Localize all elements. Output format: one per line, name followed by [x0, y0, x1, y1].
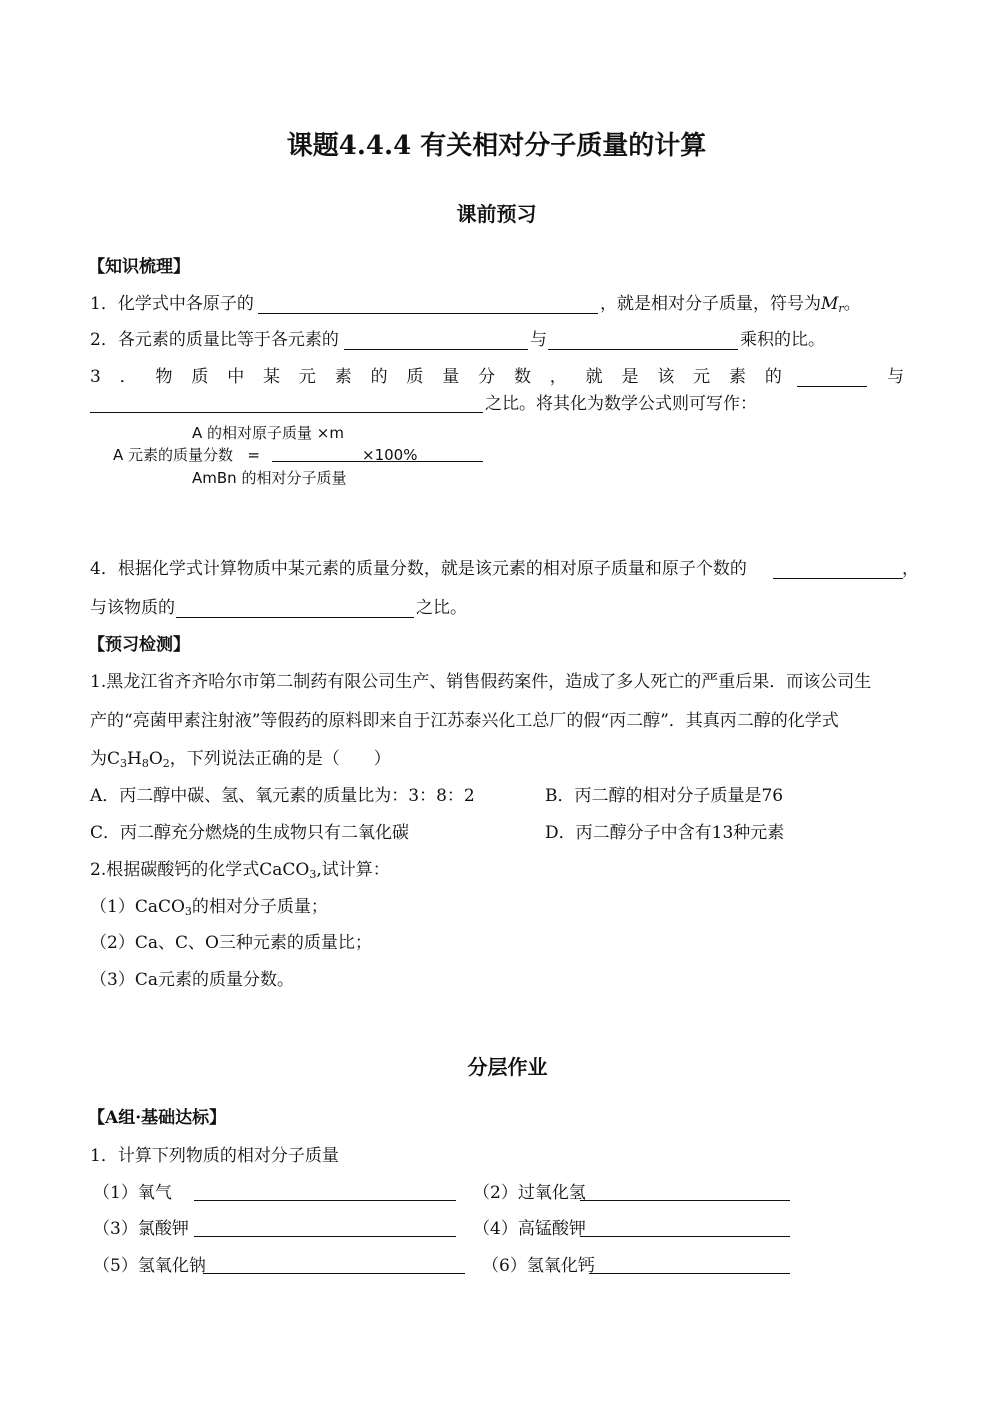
homework-item-3: （3）氯酸钾 — [93, 1219, 189, 1239]
item4-blank-1[interactable] — [773, 578, 903, 579]
knowledge-item-3-line1 — [90, 366, 782, 388]
mr-symbol: M — [821, 294, 839, 314]
knowledge-item-2-suffix: 乘积的比。 — [740, 330, 825, 350]
formula-denominator: AmBn 的相对分子质量 — [192, 469, 347, 487]
item3-char: ． — [119, 367, 137, 387]
item3-char: 分 — [478, 367, 496, 387]
q1-sub-o: 2 — [162, 757, 170, 770]
homework-item-1: （1）氧气 — [93, 1183, 172, 1203]
homework-item-6-blank[interactable] — [589, 1273, 790, 1274]
knowledge-item-3-yu: 与 — [887, 367, 904, 387]
item3-char: 就 — [585, 367, 603, 387]
check-q1-line1: 1.黑龙江省齐齐哈尔市第二制药有限公司生产、销售假药案件，造成了多人死亡的严重后果．而该公司生 — [90, 672, 872, 692]
q1-sub-c: 3 — [120, 757, 128, 770]
knowledge-heading: 【知识梳理】 — [88, 257, 190, 277]
item3-char: ， — [549, 367, 567, 387]
item3-char: 3 — [90, 367, 101, 387]
section-heading-preview: 课前预习 — [456, 202, 537, 226]
item3-char: 的 — [370, 367, 388, 387]
knowledge-item-3-line2: 之比。将其化为数学公式则可写作： — [485, 394, 757, 414]
check-heading: 【预习检测】 — [88, 635, 190, 655]
q2-sub-2: （2）Ca、C、O三种元素的质量比； — [90, 933, 372, 953]
formula-left: A 元素的质量分数 = — [113, 446, 260, 464]
q1-h: H — [127, 749, 142, 769]
q2-s1-suffix: 的相对分子质量； — [191, 897, 328, 917]
knowledge-item-4-comma: ， — [902, 559, 919, 579]
homework-item-4-blank[interactable] — [580, 1236, 790, 1237]
q2-sub-3: （3）Ca元素的质量分数。 — [90, 970, 294, 990]
item3-char: 素 — [729, 367, 747, 387]
item3-blank-1[interactable] — [797, 386, 867, 387]
item3-char: 质 — [406, 367, 424, 387]
item3-char: 某 — [263, 367, 281, 387]
item3-char: 数 — [513, 367, 531, 387]
q1-formula-prefix: 为C — [90, 749, 121, 769]
knowledge-item-2-prefix: 2．各元素的质量比等于各元素的 — [90, 330, 339, 350]
item3-char: 是 — [621, 367, 639, 387]
knowledge-item-2-mid: 与 — [530, 330, 547, 350]
item2-blank-2[interactable] — [548, 349, 738, 350]
q1-option-a[interactable]: A．丙二醇中碳、氢、氧元素的质量比为：3：8：2 — [90, 786, 475, 806]
item2-blank-1[interactable] — [344, 349, 528, 350]
item1-suffix: ，就是相对分子质量，符号为 — [600, 294, 821, 314]
q1-option-d[interactable]: D．丙二醇分子中含有13种元素 — [545, 823, 785, 843]
check-q1-line3 — [90, 748, 391, 775]
q2-sub-1 — [90, 896, 328, 923]
knowledge-item-4-line2-suffix: 之比。 — [416, 598, 467, 618]
item1-end: 。 — [843, 294, 861, 314]
q1-option-b[interactable]: B．丙二醇的相对分子质量是76 — [545, 786, 784, 806]
item3-char: 素 — [334, 367, 352, 387]
item3-char: 元 — [298, 367, 316, 387]
q1-sub-h: 8 — [141, 757, 149, 770]
q2-s1-prefix: （1）CaCO — [90, 897, 185, 917]
homework-item-2-blank[interactable] — [580, 1200, 790, 1201]
knowledge-item-4-line2-prefix: 与该物质的 — [90, 598, 175, 618]
item1-blank[interactable] — [258, 313, 598, 314]
homework-item-6: （6）氢氧化钙 — [482, 1256, 595, 1276]
homework-item-2: （2）过氧化氢 — [473, 1183, 586, 1203]
section-heading-homework: 分层作业 — [467, 1055, 548, 1079]
check-q2 — [90, 859, 390, 886]
item1-suffix-row — [600, 293, 861, 320]
item3-char: 中 — [227, 367, 245, 387]
item3-char: 该 — [657, 367, 675, 387]
item3-char: 的 — [764, 367, 782, 387]
item3-blank-2[interactable] — [90, 412, 483, 413]
knowledge-item-4-line1: 4．根据化学式计算物质中某元素的质量分数，就是该元素的相对原子质量和原子个数的 — [90, 559, 747, 579]
item1-prefix: 1．化学式中各原子的 — [90, 294, 254, 314]
q2-s1-sub: 3 — [184, 905, 192, 918]
knowledge-item-1 — [90, 293, 254, 315]
q1-option-c[interactable]: C．丙二醇充分燃烧的生成物只有二氧化碳 — [90, 823, 410, 843]
q1-question: ，下列说法正确的是（ ） — [169, 749, 391, 769]
homework-item-3-blank[interactable] — [194, 1236, 456, 1237]
homework-q1: 1．计算下列物质的相对分子质量 — [90, 1146, 339, 1166]
item4-blank-2[interactable] — [176, 617, 414, 618]
q2-prefix: 2.根据碳酸钙的化学式CaCO — [90, 860, 310, 880]
mr-subscript: r — [838, 302, 844, 315]
item3-char: 物 — [155, 367, 173, 387]
item3-char: 质 — [191, 367, 209, 387]
check-q1-line2: 产的“亮菌甲素注射液”等假药的原料即来自于江苏泰兴化工总厂的假“丙二醇”．其真丙二醇的化学式 — [90, 711, 839, 731]
q2-sub: 3 — [309, 868, 317, 881]
homework-item-1-blank[interactable] — [194, 1200, 456, 1201]
group-a-heading: 【A组·基础达标】 — [88, 1108, 227, 1128]
formula-numerator: A 的相对原子质量 ×m — [192, 424, 344, 442]
formula-times-100: ×100% — [362, 446, 418, 464]
q1-o: O — [148, 749, 163, 769]
homework-item-4: （4）高锰酸钾 — [473, 1219, 586, 1239]
q2-suffix: ,试计算： — [316, 860, 390, 880]
homework-item-5-blank[interactable] — [203, 1273, 465, 1274]
page-title: 课题4.4.4 有关相对分子质量的计算 — [286, 131, 707, 161]
item3-char: 量 — [442, 367, 460, 387]
homework-item-5: （5）氢氧化钠 — [93, 1256, 206, 1276]
item3-char: 元 — [693, 367, 711, 387]
